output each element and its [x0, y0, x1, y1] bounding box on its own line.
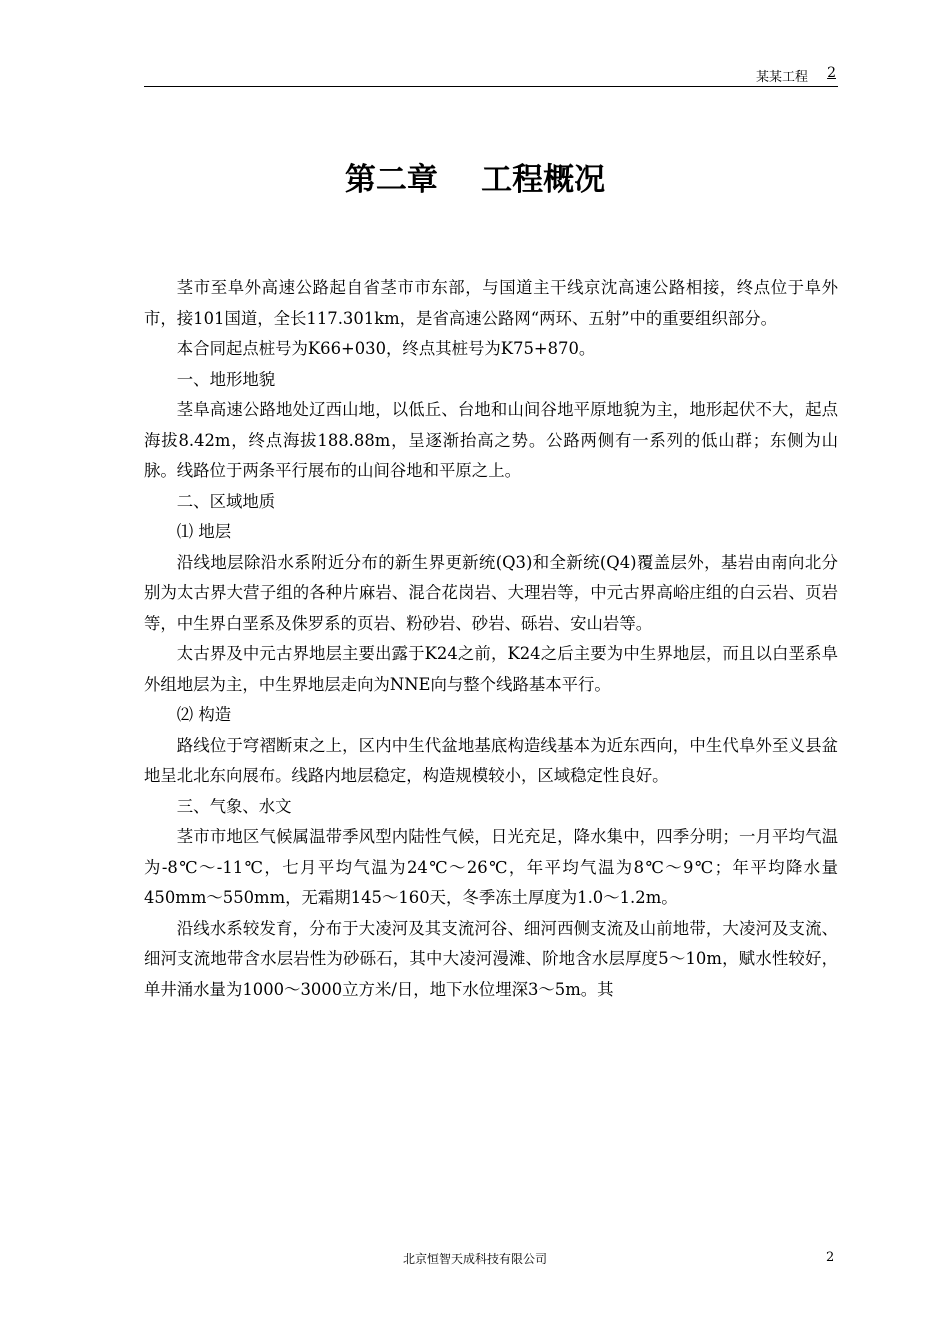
paragraph: 本合同起点桩号为K66+030，终点其桩号为K75+870。 — [176, 339, 596, 358]
subsection-heading: ⑴ 地层 — [176, 522, 232, 541]
section-heading: 一、地形地貌 — [176, 369, 276, 389]
paragraph: 茎市市地区气候属温带季风型内陆性气候，日光充足，降水集中，四季分明；一月平均气温为-8℃～-11℃，七月平均气温为24℃～26℃，年平均气温为8℃～9℃；年平均降水量450mm～550mm，无霜期145～160天，冬季冻土厚度为1.0～1.2m。 — [144, 827, 838, 907]
footer-page-number: 2 — [826, 1250, 835, 1265]
paragraph: 茎市至阜外高速公路起自省茎市市东部，与国道主干线京沈高速公路相接，终点位于阜外市，接101国道，全长117.301km，是省高速公路网“两环、五射”中的重要组织部分。 — [144, 278, 838, 328]
paragraph: 沿线地层除沿水系附近分布的新生界更新统(Q3)和全新统(Q4)覆盖层外，基岩由南向北分别为太古界大营子组的各种片麻岩、混合花岗岩、大理岩等，中元古界高峪庄组的白云岩、页岩等，中生界白垩系及侏罗系的页岩、粉砂岩、砂岩、砾岩、安山岩等。 — [144, 552, 838, 633]
paragraph: 路线位于穹褶断束之上，区内中生代盆地基底构造线基本为近东西向，中生代阜外至义县盆地呈北北东向展布。线路内地层稳定，构造规模较小，区域稳定性良好。 — [144, 735, 838, 785]
chapter-title: 第二章 工程概况 — [344, 162, 606, 198]
section-heading: 二、区域地质 — [176, 491, 276, 511]
body-text — [144, 273, 838, 1005]
footer-company: 北京恒智天成科技有限公司 — [402, 1252, 547, 1266]
paragraph: 太古界及中元古界地层主要出露于K24之前，K24之后主要为中生界地层，而且以白垩系阜外组地层为主，中生界地层走向为NNE向与整个线路基本平行。 — [144, 644, 838, 694]
section-heading: 三、气象、水文 — [176, 796, 292, 816]
paragraph: 沿线水系较发育，分布于大凌河及其支流河谷、细河西侧支流及山前地带，大凌河及支流、细河支流地带含水层岩性为砂砾石，其中大凌河漫滩、阶地含水层厚度5～10m，赋水性较好，单井涌水量为1000～3000立方米/日，地下水位埋深3～5m。其 — [144, 918, 838, 999]
header-label: 某某工程 — [755, 70, 808, 85]
paragraph: 茎阜高速公路地处辽西山地，以低丘、台地和山间谷地平原地貌为主，地形起伏不大，起点海拔8.42m，终点海拔188.88m，呈逐渐抬高之势。公路两侧有一系列的低山群；东侧为山脉。线路位于两条平行展布的山间谷地和平原之上。 — [144, 400, 838, 480]
subsection-heading: ⑵ 构造 — [176, 705, 232, 724]
page-header — [144, 64, 838, 87]
header-page-number: 2 — [827, 65, 836, 81]
